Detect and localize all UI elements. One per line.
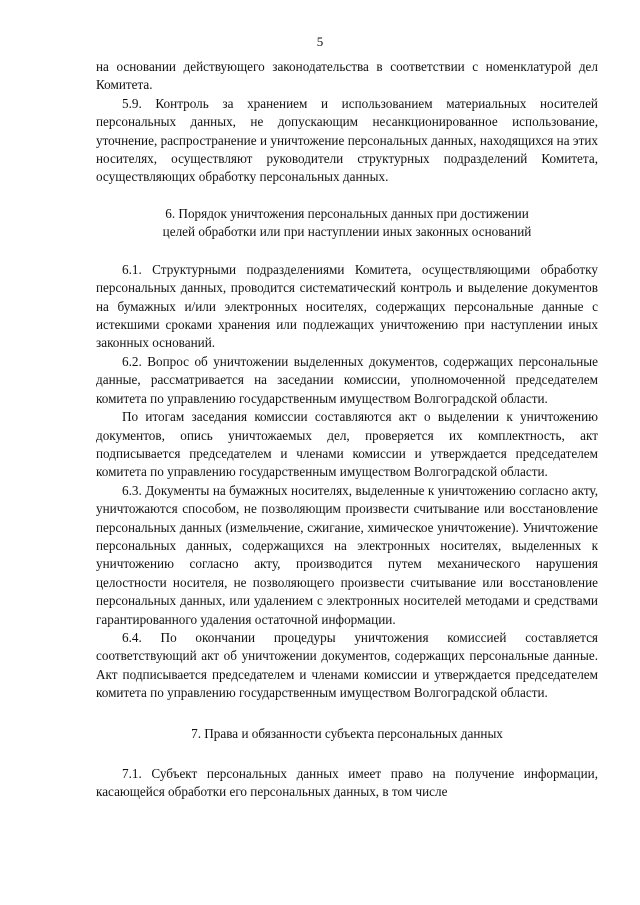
- paragraph-5-9: 5.9. Контроль за хранением и использованием материальных носителей персональных данных, не допускающим несанкционированное использование, уточнение, распространение и уничтожение персональных данных, находящихся на этих носителях, осуществляют руководители структурных подразделений Комитета, осуществляющих обработку персональных данных.: [96, 95, 598, 185]
- section-7-heading: 7. Права и обязанности субъекта персональных данных: [191, 725, 503, 741]
- paragraph-7-1: 7.1. Субъект персональных данных имеет право на получение информации, касающейся обработки его персональных данных, в том числе: [96, 765, 598, 799]
- paragraph-6-2: 6.2. Вопрос об уничтожении выделенных документов, содержащих персональные данные, рассматривается на заседании комиссии, уполномоченной председателем комитета по управлению государственным имуществом Волгоградской области.: [96, 353, 598, 406]
- paragraph-6-4: 6.4. По окончании процедуры уничтожения комиссией составляется соответствующий акт об уничтожении документов, содержащих персональные данные. Акт подписывается председателем и членами комиссии и утверждается председателем комитета по управлению государственным имуществом Волгоградской области.: [96, 629, 598, 701]
- paragraph-continuation: на основании действующего законодательства в соответствии с номенклатурой дел Комитета.: [96, 59, 598, 93]
- section-6-heading-line2: целей обработки или при наступлении иных законных оснований: [162, 223, 532, 239]
- page-number: 5: [316, 34, 324, 49]
- document-body: [96, 58, 598, 801]
- paragraph-6-3: 6.3. Документы на бумажных носителях, выделенные к уничтожению согласно акту, уничтожаются способом, не позволяющим произвести считывание или восстановление персональных данных (измельчение, сжигание, химическое уничтожение). Уничтожение персональных данных, содержащихся на электронных носителях, выделенных к уничтожению согласно акту, производится путем механического нарушения целостности носителя, не позволяющего произвести считывание или восстановление персональных данных, или удалением с электронных носителей методами и средствами гарантированного удаления остаточной информации.: [96, 482, 598, 627]
- section-6-heading-line1: 6. Порядок уничтожения персональных данных при достижении: [165, 205, 529, 221]
- section-6-heading: [96, 205, 598, 241]
- paragraph-6-2-commission-result: По итогам заседания комиссии составляются акт о выделении к уничтожению документов, опись уничтожаемых дел, проверяется их комплектность, акт подписывается председателем и членами комиссии и утверждается председателем комитета по управлению государственным имуществом Волгоградской области.: [96, 409, 598, 480]
- paragraph-6-1: 6.1. Структурными подразделениями Комитета, осуществляющими обработку персональных данных, проводится систематический контроль и выделение документов на бумажных и/или электронных носителях, содержащих персональные данные с истекшими сроками хранения или подлежащих уничтожению при наступлении иных законных оснований.: [96, 261, 598, 351]
